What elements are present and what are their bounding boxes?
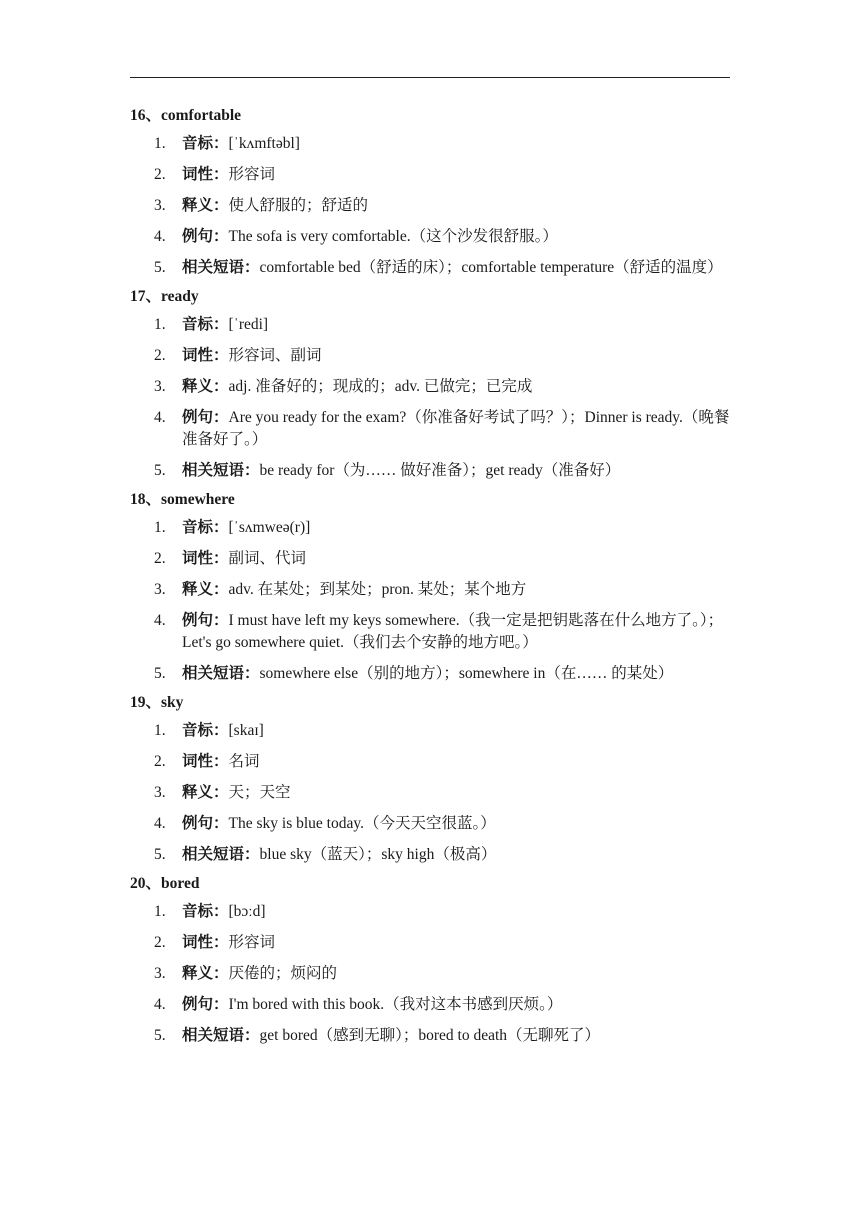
item-number: 4. (154, 409, 166, 426)
item-number: 4. (154, 228, 166, 245)
item-label: 词性： (182, 934, 229, 951)
entry-item (130, 403, 732, 456)
item-label: 释义： (182, 965, 229, 982)
item-label: 相关短语： (182, 665, 260, 682)
item-text: The sky is blue today.（今天天空很蓝。） (228, 815, 496, 832)
entry-item (130, 310, 732, 341)
item-text: I'm bored with this book.（我对这本书感到厌烦。） (228, 996, 563, 1013)
item-number: 2. (154, 347, 166, 364)
item-label: 释义： (182, 784, 229, 801)
item-text: somewhere else（别的地方）；somewhere in（在…… 的某处） (259, 665, 674, 682)
item-number: 5. (154, 665, 166, 682)
vocab-entry (130, 284, 732, 487)
item-label: 释义： (182, 378, 229, 395)
item-number: 3. (154, 197, 166, 214)
entry-item (130, 160, 732, 191)
entry-title: 20、bored (130, 875, 200, 892)
entry-item (130, 959, 732, 990)
item-label: 音标： (182, 722, 229, 739)
entry-title: 16、comfortable (130, 107, 242, 124)
entry-item (130, 716, 732, 747)
entry-item (130, 372, 732, 403)
item-number: 2. (154, 550, 166, 567)
header-rule (130, 77, 730, 78)
vocab-entry (130, 871, 732, 1052)
item-text: be ready for（为…… 做好准备）；get ready（准备好） (259, 462, 621, 479)
item-text: [ˈredi] (228, 316, 269, 333)
item-label: 相关短语： (182, 462, 260, 479)
entry-item (130, 897, 732, 928)
entry-item (130, 928, 732, 959)
item-text: 副词、代词 (228, 550, 307, 567)
entry-item (130, 1021, 732, 1052)
item-number: 5. (154, 1027, 166, 1044)
item-label: 相关短语： (182, 1027, 260, 1044)
item-text: get bored（感到无聊）；bored to death（无聊死了） (259, 1027, 601, 1044)
item-number: 3. (154, 784, 166, 801)
entry-item (130, 990, 732, 1021)
vocab-entry (130, 103, 732, 284)
entry-item (130, 575, 732, 606)
item-number: 1. (154, 722, 166, 739)
item-label: 释义： (182, 581, 229, 598)
item-text: 形容词 (228, 166, 276, 183)
item-label: 例句： (182, 996, 229, 1013)
entry-item (130, 659, 732, 690)
item-label: 音标： (182, 316, 229, 333)
entry-item (130, 606, 732, 659)
entry-item (130, 253, 732, 284)
item-text: adj. 准备好的；现成的；adv. 已做完；已完成 (228, 378, 533, 395)
item-text: blue sky（蓝天）；sky high（极高） (259, 846, 497, 863)
item-number: 5. (154, 462, 166, 479)
item-text: 天；天空 (228, 784, 291, 801)
item-number: 5. (154, 259, 166, 276)
item-text: 形容词 (228, 934, 276, 951)
item-label: 音标： (182, 903, 229, 920)
item-text: adv. 在某处；到某处；pron. 某处；某个地方 (228, 581, 527, 598)
item-text: [skaɪ] (228, 722, 264, 739)
item-label: 例句： (182, 228, 229, 245)
entry-item (130, 222, 732, 253)
item-label: 词性： (182, 550, 229, 567)
item-number: 3. (154, 965, 166, 982)
item-label: 音标： (182, 519, 229, 536)
vocab-entry (130, 690, 732, 871)
item-number: 2. (154, 166, 166, 183)
entry-item (130, 747, 732, 778)
item-text: [bɔːd] (228, 903, 266, 920)
item-text: I must have left my keys somewhere.（我一定是把钥匙落在什么地方了。）；Let's go somewhere quiet.（我们去个安静的地方吧。） (182, 612, 724, 651)
vocab-entry (130, 487, 732, 690)
item-text: 使人舒服的；舒适的 (228, 197, 369, 214)
item-number: 1. (154, 316, 166, 333)
item-label: 词性： (182, 347, 229, 364)
item-number: 1. (154, 519, 166, 536)
item-number: 3. (154, 581, 166, 598)
item-label: 词性： (182, 753, 229, 770)
entry-item (130, 456, 732, 487)
item-text: 厌倦的；烦闷的 (228, 965, 338, 982)
entry-item (130, 809, 732, 840)
entry-title: 19、sky (130, 694, 184, 711)
item-text: comfortable bed（舒适的床）；comfortable temperature（舒适的温度） (259, 259, 723, 276)
item-text: [ˈsʌmweə(r)] (228, 519, 311, 536)
item-number: 1. (154, 135, 166, 152)
item-text: [ˈkʌmftəbl] (228, 135, 300, 152)
item-label: 释义： (182, 197, 229, 214)
item-number: 5. (154, 846, 166, 863)
item-text: 名词 (228, 753, 260, 770)
vocabulary-list (130, 103, 732, 1052)
entry-item (130, 778, 732, 809)
entry-title: 17、ready (130, 288, 199, 305)
item-text: Are you ready for the exam?（你准备好考试了吗？）；Dinner is ready.（晚餐准备好了。） (182, 409, 730, 448)
entry-item (130, 341, 732, 372)
item-label: 例句： (182, 612, 229, 629)
entry-item (130, 513, 732, 544)
entry-item (130, 544, 732, 575)
item-number: 4. (154, 612, 166, 629)
item-number: 2. (154, 934, 166, 951)
item-number: 3. (154, 378, 166, 395)
entry-item (130, 191, 732, 222)
item-label: 词性： (182, 166, 229, 183)
item-number: 1. (154, 903, 166, 920)
entry-title: 18、somewhere (130, 491, 235, 508)
item-label: 相关短语： (182, 846, 260, 863)
item-text: The sofa is very comfortable.（这个沙发很舒服。） (228, 228, 558, 245)
item-label: 相关短语： (182, 259, 260, 276)
item-number: 2. (154, 753, 166, 770)
item-text: 形容词、副词 (228, 347, 322, 364)
entry-item (130, 840, 732, 871)
item-label: 音标： (182, 135, 229, 152)
item-label: 例句： (182, 409, 229, 426)
entry-item (130, 129, 732, 160)
item-label: 例句： (182, 815, 229, 832)
item-number: 4. (154, 996, 166, 1013)
item-number: 4. (154, 815, 166, 832)
